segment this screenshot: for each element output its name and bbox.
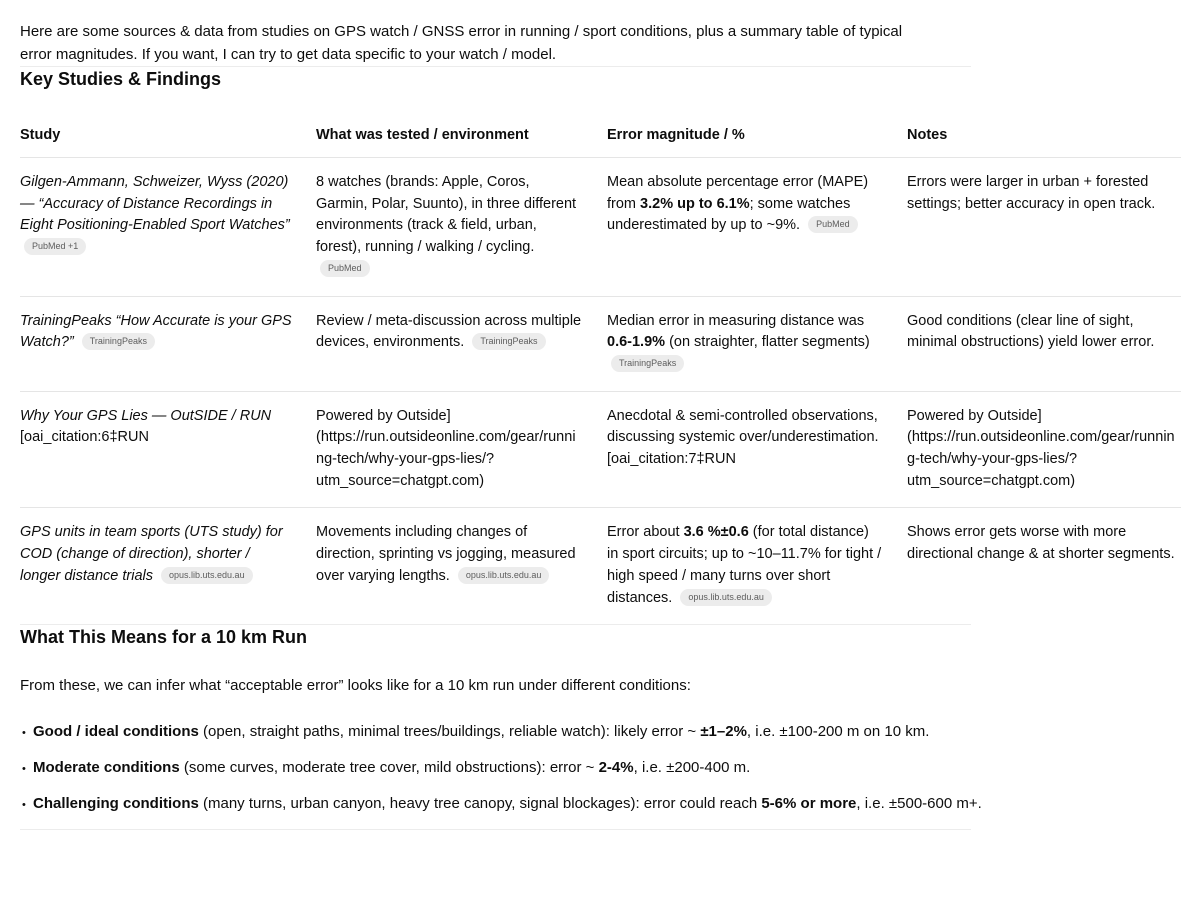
text-segment: TrainingPeaks “How Accurate is your GPS Watch?” xyxy=(20,312,292,351)
text-segment: 3.6 %±0.6 xyxy=(683,524,749,541)
table-cell xyxy=(907,391,1181,508)
text-segment: (on straighter, flatter segments) xyxy=(665,334,870,351)
table-row xyxy=(20,391,1181,508)
text-segment: ; some watches underestimated by up to ~9%. xyxy=(607,195,851,234)
table-row xyxy=(20,508,1181,624)
list-item-text xyxy=(33,793,982,815)
column-header: Study xyxy=(20,121,316,158)
text-segment: (open, straight paths, minimal trees/buildings, reliable watch): likely error ~ xyxy=(198,723,701,741)
text-segment: [oai_citation:6‡RUN xyxy=(20,429,149,446)
citation-pill[interactable]: TrainingPeaks xyxy=(82,333,155,350)
table-row xyxy=(20,121,1181,158)
text-segment: Good conditions (clear line of sight, minimal obstructions) yield lower error. xyxy=(907,312,1155,351)
text-segment: Mean absolute percentage error (MAPE) from xyxy=(607,174,869,212)
table-body xyxy=(20,158,1181,625)
text-segment: Challenging conditions xyxy=(33,795,199,813)
text-segment: 3.2% up to 6.1% xyxy=(640,195,750,212)
text-segment: (for total distance) in sport circuits; up to ~10–11.7% for tight / high speed / many turns over short distances. xyxy=(607,524,882,606)
table-header-row xyxy=(20,121,1181,158)
table-cell xyxy=(607,508,907,624)
table-cell xyxy=(316,508,607,624)
text-segment: (some curves, moderate tree cover, mild obstructions): error ~ xyxy=(179,759,599,777)
table-cell xyxy=(907,296,1181,391)
run-heading: What This Means for a 10 km Run xyxy=(20,627,308,648)
citation-pill[interactable]: PubMed xyxy=(808,216,858,233)
studies-table xyxy=(20,121,1181,624)
table-row xyxy=(20,158,1181,297)
citation-pill[interactable]: TrainingPeaks xyxy=(611,355,684,372)
list-item xyxy=(20,793,1020,816)
text-segment: , i.e. ±200-400 m. xyxy=(633,759,751,777)
conditions-list xyxy=(20,721,1020,816)
list-item xyxy=(20,721,1020,744)
text-segment: Errors were larger in urban + forested settings; better accuracy in open track. xyxy=(907,174,1156,212)
divider xyxy=(20,829,971,830)
table-cell xyxy=(20,296,316,391)
studies-heading: Key Studies & Findings xyxy=(20,69,222,89)
text-segment: 0.6-1.9% xyxy=(607,334,666,351)
citation-pill[interactable]: PubMed xyxy=(320,260,370,277)
table-cell xyxy=(316,296,607,391)
citation-pill[interactable]: opus.lib.uts.edu.au xyxy=(458,567,550,584)
table-cell xyxy=(907,158,1181,297)
text-segment: , i.e. ±100-200 m on 10 km. xyxy=(746,723,930,741)
text-segment: Why Your GPS Lies — OutSIDE / RUN xyxy=(20,407,272,424)
text-segment: Shows error gets worse with more directional change & at shorter segments. xyxy=(907,524,1175,563)
citation-pill[interactable]: TrainingPeaks xyxy=(472,333,545,350)
bullet-icon: • xyxy=(22,799,26,812)
text-segment: Movements including changes of direction, sprinting vs jogging, measured over varying lengths. xyxy=(316,524,576,584)
table-row xyxy=(20,296,1181,391)
text-segment: 2-4% xyxy=(598,759,634,777)
list-item-text xyxy=(33,757,750,779)
citation-pill[interactable]: opus.lib.uts.edu.au xyxy=(161,567,253,584)
text-segment: 8 watches (brands: Apple, Coros, Garmin, Polar, Suunto), in three different environments (track & field, urban, forest), running / walking / cycling. xyxy=(316,174,577,256)
table-cell xyxy=(316,158,607,297)
text-segment: Review / meta-discussion across multiple devices, environments. xyxy=(316,312,582,351)
table-cell xyxy=(20,508,316,624)
text-segment: Error about xyxy=(607,524,684,541)
text-segment: (many turns, urban canyon, heavy tree canopy, signal blockages): error could reach xyxy=(198,795,762,813)
text-segment: GPS units in team sports (UTS study) for COD (change of direction), shorter / longer distance trials xyxy=(20,524,283,584)
text-segment: , i.e. ±500-600 m+. xyxy=(856,795,982,813)
bullet-icon: • xyxy=(22,727,26,740)
table-cell xyxy=(316,391,607,508)
table-cell xyxy=(607,158,907,297)
text-segment: Moderate conditions xyxy=(33,759,180,777)
citation-pill[interactable]: opus.lib.uts.edu.au xyxy=(680,589,772,606)
text-segment: Powered by Outside](https://run.outsideonline.com/gear/running-tech/why-your-gps-lies/?utm_source=chatgpt.com) xyxy=(316,407,576,489)
table-cell xyxy=(20,158,316,297)
text-segment: Gilgen-Ammann, Schweizer, Wyss (2020) — “Accuracy of Distance Recordings in Eight Positioning-Enabled Sport Watches” xyxy=(20,174,290,234)
intro-paragraph: Here are some sources & data from studies on GPS watch / GNSS error in running / sport conditions, plus a summary table of typical error magnitudes. If you want, I can try to get data specific to your watch / model. xyxy=(20,23,903,63)
text-segment: 5-6% or more xyxy=(761,795,857,813)
text-segment: Anecdotal & semi-controlled observations, discussing systemic over/underestimation. [oai_citation:7‡RUN xyxy=(607,407,879,468)
table-cell xyxy=(607,296,907,391)
column-header: What was tested / environment xyxy=(316,121,607,158)
text-segment: Powered by Outside](https://run.outsideonline.com/gear/running-tech/why-your-gps-lies/?utm_source=chatgpt.com) xyxy=(907,407,1175,489)
table-cell xyxy=(20,391,316,508)
text-segment: Good / ideal conditions xyxy=(33,723,199,741)
run-intro-paragraph: From these, we can infer what “acceptable error” looks like for a 10 km run under different conditions: xyxy=(20,677,691,695)
table-cell xyxy=(607,391,907,508)
text-segment: ±1–2% xyxy=(700,723,747,741)
column-header: Error magnitude / % xyxy=(607,121,907,158)
bullet-icon: • xyxy=(22,763,26,776)
table-cell xyxy=(907,508,1181,624)
list-item-text xyxy=(33,721,929,743)
column-header: Notes xyxy=(907,121,1181,158)
text-segment: Median error in measuring distance was xyxy=(607,312,865,329)
list-item xyxy=(20,757,1020,780)
citation-pill[interactable]: PubMed +1 xyxy=(24,238,86,255)
